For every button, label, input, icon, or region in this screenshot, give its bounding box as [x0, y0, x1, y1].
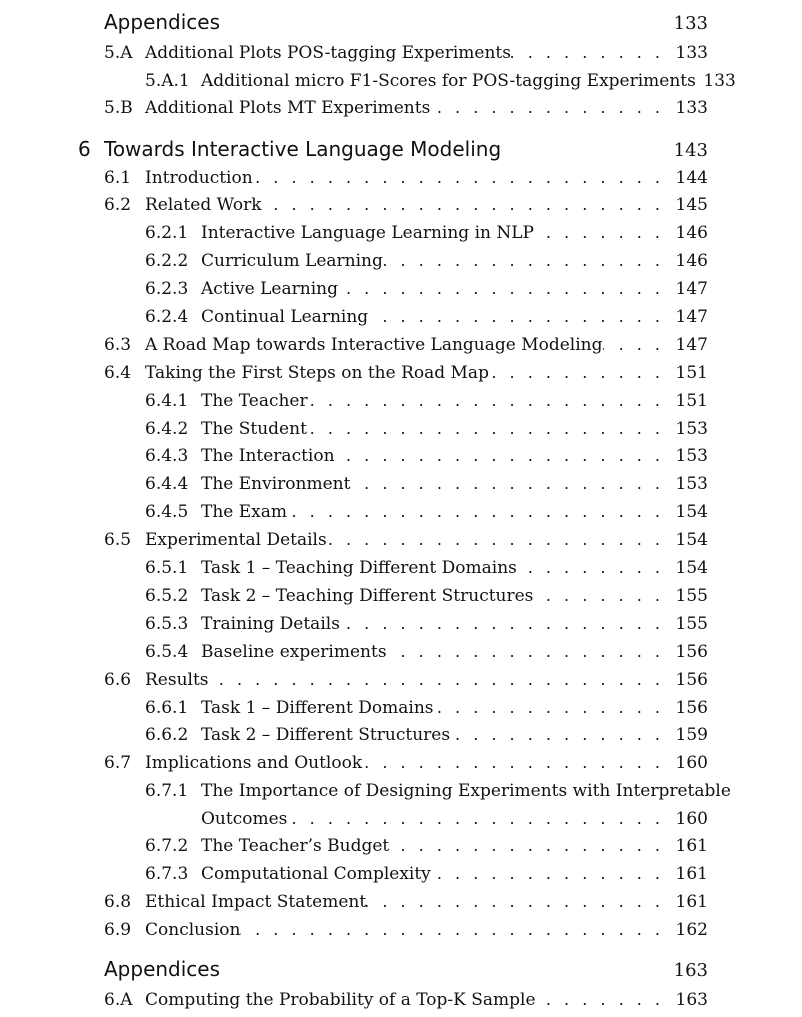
toc-page-number: 133: [703, 71, 736, 91]
toc-entry-title: Ethical Impact Statement: [145, 892, 367, 912]
toc-page-number: 154: [675, 530, 708, 550]
toc-entry-title: Task 2 – Teaching Different Structures: [201, 586, 534, 606]
toc-page-number: 147: [675, 279, 708, 299]
dot-leader: [536, 990, 668, 1009]
toc-subsection-6-2-4[interactable]: [145, 307, 708, 327]
toc-subsection-6-7-2[interactable]: [145, 836, 708, 856]
toc-entry-title: Implications and Outlook: [145, 753, 363, 773]
toc-page-number: 155: [675, 614, 708, 634]
dot-leader: [287, 502, 668, 521]
toc-section-6-4[interactable]: [104, 363, 708, 383]
toc-entry-title: Computing the Probability of a Top-K Sample: [145, 990, 536, 1010]
dot-leader: [383, 251, 668, 270]
toc-section-6-6[interactable]: [104, 670, 708, 690]
toc-page-number: 161: [675, 892, 708, 912]
dot-leader: [340, 614, 668, 633]
toc-section-number: 6.5.4: [145, 642, 189, 662]
toc-section-number: 6.7.1: [145, 781, 189, 801]
toc-section-6-1[interactable]: [104, 168, 708, 188]
toc-section-number: 6.2.3: [145, 279, 189, 299]
toc-subsection-6-6-2[interactable]: [145, 725, 708, 745]
toc-entry-title-continued: Outcomes: [201, 809, 288, 829]
dot-leader: [327, 530, 668, 549]
toc-page-number: 160: [675, 753, 708, 773]
toc-page-number: 161: [675, 836, 708, 856]
toc-subsection-6-5-3[interactable]: [145, 614, 708, 634]
toc-entry-title: Related Work: [145, 195, 262, 215]
toc-entry-title: The Interaction: [201, 446, 335, 466]
toc-section-number: 6.2.1: [145, 223, 189, 243]
toc-appendices-heading[interactable]: [104, 957, 708, 981]
dot-leader: [338, 279, 668, 298]
dot-leader: [517, 558, 668, 577]
toc-page-number: 156: [675, 642, 708, 662]
toc-entry-title: Continual Learning: [201, 307, 369, 327]
toc-section-6-5[interactable]: [104, 530, 708, 550]
dot-leader: [430, 98, 668, 117]
toc-section-number: 6.4.1: [145, 391, 189, 411]
toc-chapter-number: 6: [78, 137, 91, 161]
toc-section-number: 6.6.2: [145, 725, 189, 745]
toc-appendices-heading[interactable]: [104, 10, 708, 34]
dot-leader: [368, 307, 668, 326]
toc-entry-title: Training Details: [201, 614, 340, 634]
toc-entry-title: Task 1 – Teaching Different Domains: [201, 558, 517, 578]
dot-leader: [387, 642, 668, 661]
toc-section-number: 6.5.3: [145, 614, 189, 634]
toc-chapter-6[interactable]: [78, 137, 708, 161]
toc-page-number: 151: [675, 391, 708, 411]
toc-entry-title: Active Learning: [201, 279, 338, 299]
toc-page-number: 133: [673, 13, 708, 34]
dot-leader: [534, 223, 668, 242]
toc-entry-title: Appendices: [104, 10, 221, 34]
toc-section-number: 6.4: [104, 363, 132, 383]
toc-subsection-6-5-1[interactable]: [145, 558, 708, 578]
toc-section-6-8[interactable]: [104, 892, 708, 912]
toc-page-number: 153: [675, 446, 708, 466]
toc-section-number: 6.2.4: [145, 307, 189, 327]
toc-entry-title: The Teacher: [201, 391, 308, 411]
toc-section-number: 5.B: [104, 98, 133, 118]
dot-leader: [511, 43, 668, 62]
toc-section-number: 6.6: [104, 670, 132, 690]
toc-section-number: 6.4.4: [145, 474, 189, 494]
toc-entry-title: Introduction: [145, 168, 253, 188]
toc-page-number: 153: [675, 419, 708, 439]
dot-leader: [287, 809, 668, 828]
toc-subsection-6-4-4[interactable]: [145, 474, 708, 494]
toc-section-number: 6.4.5: [145, 502, 189, 522]
toc-subsection-6-2-2[interactable]: [145, 251, 708, 271]
toc-section-6-9[interactable]: [104, 920, 708, 940]
toc-page-number: 161: [675, 864, 708, 884]
toc-section-number: 6.9: [104, 920, 132, 940]
toc-section-6-2[interactable]: [104, 195, 708, 215]
dot-leader: [253, 168, 668, 187]
toc-subsection-6-5-2[interactable]: [145, 586, 708, 606]
toc-entry-title: The Environment: [201, 474, 351, 494]
toc-section-number: 6.7: [104, 753, 132, 773]
toc-section-6-7[interactable]: [104, 753, 708, 773]
dot-leader: [307, 419, 668, 438]
toc-entry-title: Appendices: [104, 957, 221, 981]
toc-subsection-6-5-4[interactable]: [145, 642, 708, 662]
toc-subsection-6-4-2[interactable]: [145, 419, 708, 439]
toc-entry-title: Baseline experiments: [201, 642, 387, 662]
toc-entry-title: Task 1 – Different Domains: [201, 698, 434, 718]
toc-section-number: 6.2.2: [145, 251, 189, 271]
toc-page-number: 154: [675, 558, 708, 578]
toc-subsection-6-2-3[interactable]: [145, 279, 708, 299]
toc-subsection-6-7-3[interactable]: [145, 864, 708, 884]
toc-page-number: 144: [675, 168, 708, 188]
toc-page-number: 155: [675, 586, 708, 606]
toc-page-number: 147: [675, 307, 708, 327]
toc-entry-title: Additional Plots MT Experiments: [145, 98, 431, 118]
dot-leader: [209, 670, 668, 689]
dot-leader: [350, 474, 668, 493]
toc-entry-title: Experimental Details: [145, 530, 327, 550]
toc-entry-title: Conclusion: [145, 920, 241, 940]
toc-subsection-6-4-5[interactable]: [145, 502, 708, 522]
dot-leader: [431, 864, 668, 883]
toc-entry-title: A Road Map towards Interactive Language Modeling: [145, 335, 603, 355]
toc-entry-title: Towards Interactive Language Modeling: [104, 137, 502, 161]
dot-leader: [308, 391, 668, 410]
toc-section-number: 6.3: [104, 335, 132, 355]
dot-leader: [362, 753, 668, 772]
toc-page-number: 154: [675, 502, 708, 522]
toc-section-number: 5.A.1: [145, 71, 190, 91]
toc-page-number: 159: [675, 725, 708, 745]
toc-entry-title: Curriculum Learning: [201, 251, 383, 271]
toc-subsection-5A1[interactable]: [145, 71, 736, 91]
toc-entry-title: Computational Complexity: [201, 864, 431, 884]
toc-section-number: 6.5.1: [145, 558, 189, 578]
dot-leader: [533, 586, 668, 605]
toc-subsection-6-6-1[interactable]: [145, 698, 708, 718]
toc-subsection-6-4-1[interactable]: [145, 391, 708, 411]
toc-section-number: 6.4.2: [145, 419, 189, 439]
dot-leader: [389, 836, 668, 855]
toc-section-number: 6.5: [104, 530, 132, 550]
toc-entry-title: Task 2 – Different Structures: [201, 725, 451, 745]
dot-leader: [450, 725, 668, 744]
dot-leader: [489, 363, 668, 382]
toc-page-number: 153: [675, 474, 708, 494]
toc-subsection-6-7-1-continued[interactable]: [201, 809, 708, 829]
toc-section-number: 6.7.3: [145, 864, 189, 884]
toc-page-number: 146: [675, 251, 708, 271]
toc-section-number: 6.2: [104, 195, 132, 215]
toc-section-6-3[interactable]: [104, 335, 708, 355]
toc-subsection-6-7-1[interactable]: [145, 781, 731, 801]
toc-page-number: 146: [675, 223, 708, 243]
toc-section-number: 6.7.2: [145, 836, 189, 856]
toc-page-number: 147: [675, 335, 708, 355]
toc-section-number: 6.1: [104, 168, 132, 188]
toc-entry-title: The Teacher’s Budget: [201, 836, 390, 856]
toc-entry-title: The Exam: [201, 502, 288, 522]
toc-entry-title: Additional Plots POS-tagging Experiments: [145, 43, 511, 63]
toc-page-number: 162: [675, 920, 708, 940]
toc-entry-title: Taking the First Steps on the Road Map: [145, 363, 489, 383]
dot-leader: [434, 698, 668, 717]
toc-section-number: 6.8: [104, 892, 132, 912]
toc-page-number: 160: [675, 809, 708, 829]
toc-section-6A[interactable]: [104, 990, 708, 1010]
toc-section-number: 6.A: [104, 990, 133, 1010]
toc-page-number: 133: [675, 98, 708, 118]
toc-entry-title: Interactive Language Learning in NLP: [201, 223, 534, 243]
toc-entry-title: Results: [145, 670, 209, 690]
toc-section-number: 6.5.2: [145, 586, 189, 606]
toc-entry-title: The Importance of Designing Experiments with Interpretable: [201, 781, 731, 801]
toc-page-number: 145: [675, 195, 708, 215]
toc-subsection-6-4-3[interactable]: [145, 446, 708, 466]
toc-page-number: 156: [675, 698, 708, 718]
toc-page-number: 143: [673, 140, 708, 161]
toc-section-number: 5.A: [104, 43, 133, 63]
toc-entry-title: The Student: [201, 419, 307, 439]
toc-section-number: 6.6.1: [145, 698, 189, 718]
toc-section-number: 6.4.3: [145, 446, 189, 466]
dot-leader: [240, 920, 668, 939]
toc-section-5B[interactable]: [104, 98, 708, 118]
toc-page-number: 163: [675, 990, 708, 1010]
dot-leader: [335, 446, 668, 465]
toc-subsection-6-2-1[interactable]: [145, 223, 708, 243]
toc-page-number: 163: [673, 960, 708, 981]
toc-page-number: 156: [675, 670, 708, 690]
dot-leader: [262, 195, 668, 214]
dot-leader: [366, 892, 668, 911]
toc-entry-title: Additional micro F1-Scores for POS-tagging Experiments: [201, 71, 696, 91]
dot-leader: [603, 335, 668, 354]
toc-page-number: 133: [675, 43, 708, 63]
toc-page-number: 151: [675, 363, 708, 383]
toc-section-5A[interactable]: [104, 43, 708, 63]
